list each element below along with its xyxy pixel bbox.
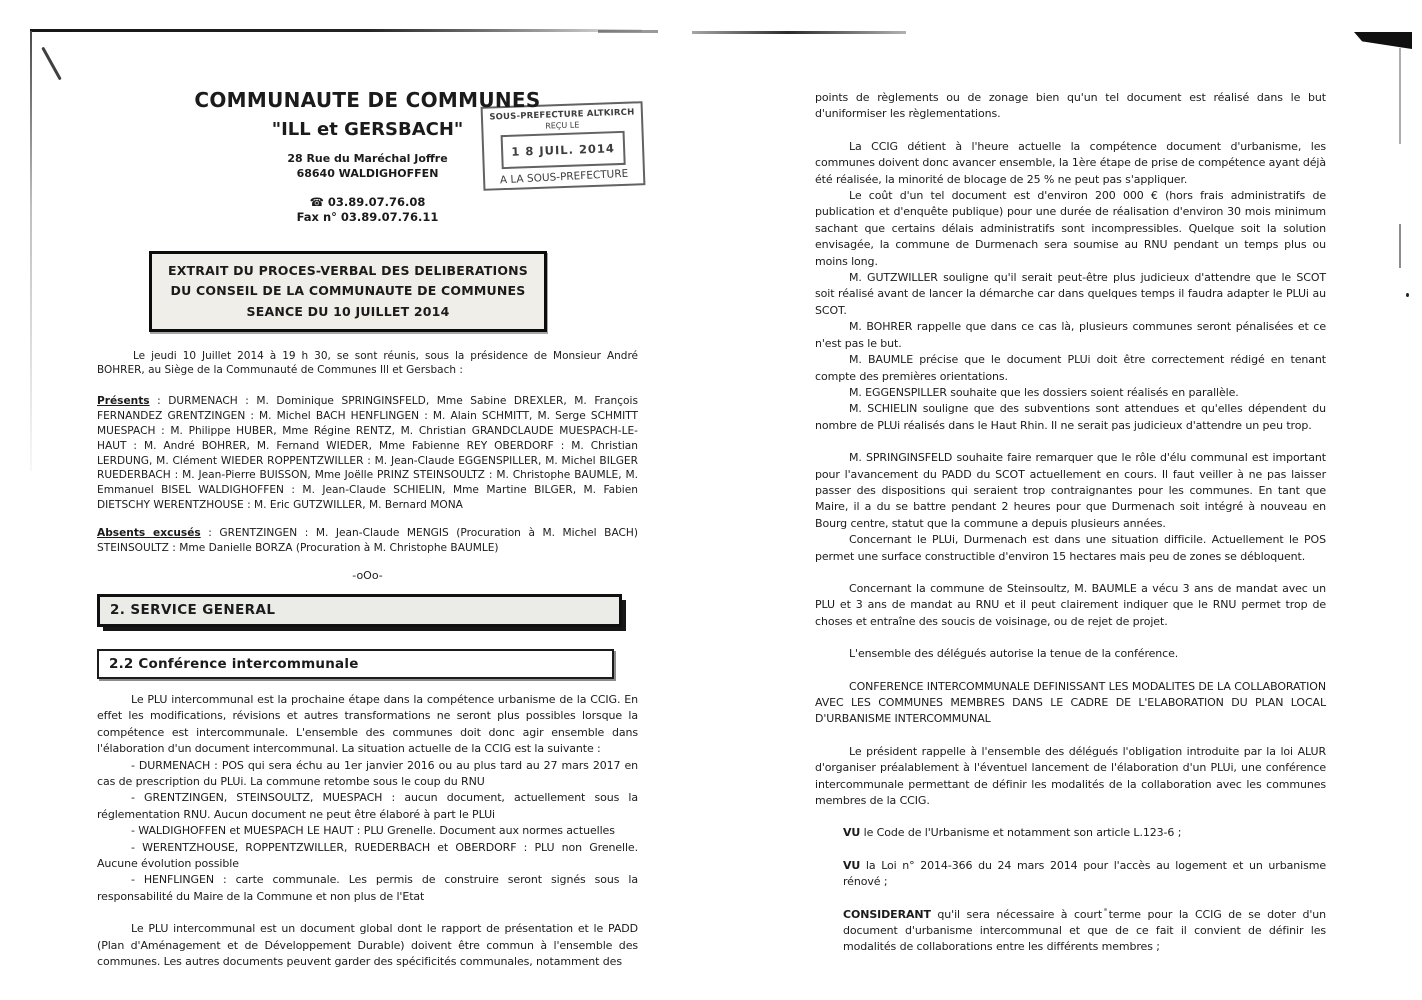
list-item: - GRENTZINGEN, STEINSOULTZ, MUESPACH : aucun document, actuellement sous la réglementation RNU. Aucun document ne peut être élaboré à part le PLUi [97, 791, 638, 821]
stamp-footer: A LA SOUS-PREFECTURE [499, 167, 629, 187]
pen-mark [41, 47, 62, 81]
paragraph: M. BAUMLE précise que le document PLUi doit être correctement rédigé en tenant compte des premières orientations. [815, 353, 1326, 383]
list-item: - WERENTZHOUSE, ROPPENTZWILLER, RUEDERBACH et OBERDORF : PLU non Grenelle. Aucune évolution possible [97, 840, 638, 871]
document-title-box [149, 251, 547, 332]
absentees-text: : GRENTZINGEN : M. Jean-Claude MENGIS (Procuration à M. Michel BACH) STEINSOULTZ : Mme Danielle BORZA (Procuration à M. Christophe BAUMLE) [97, 527, 639, 555]
paragraph: Le coût d'un tel document est d'environ 200 000 € (hors frais administratifs de publication et d'enquête publique) pour une durée de réalisation d'environ 30 mois minimum sachant que certains délais administratifs sont incompressibles. Quelque soit la solution envisagée, la commune de Durmenach sera soumise au RNU pendant un temps plus ou moins long. [815, 189, 1326, 268]
vu-label: VU [843, 858, 861, 872]
paragraph: L'ensemble des délégués autorise la tenue de la conférence. [849, 647, 1179, 661]
vu-text: le Code de l'Urbanisme et notamment son article L.123-6 ; [860, 826, 1182, 840]
title-line: DU CONSEIL DE LA COMMUNAUTE DE COMMUNES [170, 283, 526, 299]
attendees-label: Présents [97, 394, 150, 407]
paragraph: Concernant le PLUi, Durmenach est dans une situation difficile. Actuellement le POS permet une surface constructible d'environ 15 hectares mais peu de zones se débloquent. [815, 533, 1326, 563]
subsection-header: 2.2 Conférence intercommunale [97, 649, 614, 679]
considerant-clause [843, 907, 1326, 956]
phone-icon: ☎ [309, 195, 324, 209]
paragraph: Le PLU intercommunal est un document global dont le rapport de présentation et le PADD (Plan d'Aménagement et de Développement Durable) doivent être commun à l'ensemble des communes. Les autres documents peuvent garder des spécificités communales, notamment des [97, 922, 638, 969]
vu-clause [843, 858, 1326, 891]
organization-subname: "ILL et GERSBACH" [271, 119, 464, 140]
absentees-paragraph [97, 526, 638, 556]
attendees-text: : DURMENACH : M. Dominique SPRINGINSFELD, Mme Sabine DREXLER, M. François FERNANDEZ GRENTZINGEN : M. Michel BACH HENFLINGEN : M. Alain SCHMITT, M. Serge SCHMITT MUESPACH : M. Philippe HUBER, Mme Régine RENTZ, M. Christian GRANDCLAUDE MUESPACH-LE-HAUT : M. André BOHRER, M. Fernand WIEDER, Mme Fabienne REY OBERDORF : M. Christian LERDUNG, M. Clément WIEDER ROPPENTZWILLER : M. Jean-Claude EGGENSPILLER, M. Michel BILGER RUEDERBACH : M. Jean-Pierre BUISSON, Mme Joëlle PRINZ STEINSOULTZ : M. Christophe BAUMLE, M. Emmanuel BISEL WALDIGHOFFEN : M. Jean-Claude SCHIELIN, Mme Martine BILGER, M. Fabien DIETSCHY WERENTZHOUSE : M. Eric GUTZWILLER, M. Bernard MONA [97, 394, 638, 512]
section-header: 2. SERVICE GENERAL [97, 594, 622, 627]
scan-speck [1406, 293, 1409, 297]
paragraph: La CCIG détient à l'heure actuelle la compétence document d'urbanisme, les communes doivent donc avancer ensemble, la 1ère étape de prise de compétence ayant déjà été réalisée, la minorité de blocage de 25 % ne peut pas s'appliquer. [815, 139, 1326, 186]
stamp-date: 1 8 JUIL. 2014 [511, 141, 616, 159]
right-page [815, 90, 1326, 956]
title-line: EXTRAIT DU PROCES-VERBAL DES DELIBERATIONS [167, 263, 529, 278]
scan-edge-line [1399, 48, 1401, 144]
paragraph: M. SCHIELIN souligne que des subventions sont attendues et qu'elles dépendent du nombre de PLUi réalisés dans le Haut Rhin. Il ne serait pas judicieux d'attendre un peu trop. [815, 402, 1326, 432]
attendees-paragraph [97, 394, 638, 513]
scan-edge-line [692, 31, 906, 34]
fax-number: Fax n° 03.89.07.76.11 [296, 210, 439, 224]
address-line: 28 Rue du Maréchal Joffre [287, 152, 448, 165]
list-item: - WALDIGHOFFEN et MUESPACH LE HAUT : PLU Grenelle. Document aux normes actuelles [131, 824, 615, 838]
list-item: - HENFLINGEN : carte communale. Les permis de construire seront signés sous la responsabilité du Maire de la Commune et non plus de l'Etat [97, 873, 638, 903]
vu-clause [843, 825, 1326, 841]
paragraph: Le président rappelle à l'ensemble des délégués l'obligation introduite par la loi ALUR d'organiser préalablement à l'éventuel lancement de l'élaboration d'un PLUi, une conférence intercommunale permettant de définir les modalités de la collaboration avec les communes membres de la CCIG. [815, 744, 1326, 808]
vu-label: VU [843, 826, 861, 840]
paragraph: M. GUTZWILLER souligne qu'il serait peut-être plus judicieux d'attendre que le SCOT soit réalisé avant de lancer la démarche car dans quelques temps il faudra adapter le PLUi au SCOT. [815, 271, 1326, 317]
separator: -oOo- [352, 569, 383, 582]
paragraph: Le PLU intercommunal est la prochaine étape dans la compétence urbanisme de la CCIG. En effet les modifications, révisions et autres transformations ne seront plus possibles lorsque la compétence est intercommunale. L'ensemble des communes doit donc agir ensemble dans l'élaboration d'un document intercommunal. La situation actuelle de la CCIG est la suivante : [97, 693, 638, 756]
paragraph: M. SPRINGINSFELD souhaite faire remarquer que le rôle d'élu communal est important pour l'avancement du PADD du SCOT actuellement en cours. Il faut veiller à ne pas laisser passer des dispositions qui seraient trop contraignantes pour les communes. En tant que Maire, il a du se battre pendant 2 heures pour que Durmenach soit intégré à nouveau en Bourg centre, statut que la commune a depuis plusieurs années. [815, 451, 1326, 530]
stamp-received-label: REÇU LE [545, 120, 580, 131]
paragraph: M. BOHRER rappelle que dans ce cas là, plusieurs communes seront pénalisées et ce n'est pas le but. [815, 320, 1326, 350]
stamp-office: SOUS-PREFECTURE ALTKIRCH [489, 107, 635, 123]
scan-corner-mark [1354, 32, 1412, 49]
scan-edge-line [1399, 224, 1401, 268]
considerant-text: qu'il sera nécessaire à court terme pour la CCIG de se doter d'un document d'urbanisme intercommunal et que de ce fait il convient de définir les modalités de collaborations entre les différents membres ; [843, 907, 1326, 954]
letterhead [97, 88, 638, 225]
vu-text: la Loi n° 2014-366 du 24 mars 2014 pour l'accès au logement et un urbanisme rénové ; [843, 858, 1326, 889]
phone-line [97, 195, 638, 210]
title-line: SEANCE DU 10 JUILLET 2014 [246, 303, 450, 319]
resolution-title-paragraph: CONFERENCE INTERCOMMUNALE DEFINISSANT LES MODALITES DE LA COLLABORATION AVEC LES COMMUNES MEMBRES DANS LE CADRE DE L'ELABORATION DU PLAN LOCAL D'URBANISME INTERCOMMUNAL [815, 679, 1326, 726]
considerant-label: CONSIDERANT [843, 907, 931, 921]
list-item: - DURMENACH : POS qui sera échu au 1er janvier 2016 ou au plus tard au 27 mars 2017 en cas de prescription du PLUi. La commune retombe sous le coup du RNU [97, 758, 638, 789]
left-page [97, 0, 638, 971]
paragraph: M. EGGENSPILLER souhaite que les dossiers soient réalisés en parallèle. [849, 385, 1239, 399]
absentees-label: Absents excusés [97, 527, 201, 540]
paragraph: Concernant la commune de Steinsoultz, M. BAUMLE a vécu 3 ans de mandat avec un PLU et 3 ans de mandat au RNU et il peut clairement indiquer que le RNU permet trop de choses et entraîne des soucis de voisinage, ou de rejet de projet. [815, 581, 1326, 628]
session-intro-paragraph: Le jeudi 10 Juillet 2014 à 19 h 30, se sont réunis, sous la présidence de Monsieur André BOHRER, au Siège de la Communauté de Communes Ill et Gersbach : [97, 349, 638, 377]
address-line: 68640 WALDIGHOFFEN [296, 167, 439, 180]
paragraph: points de règlements ou de zonage bien qu'un tel document est réalisé dans le but d'uniformiser les règlementations. [815, 91, 1326, 121]
organization-name: COMMUNAUTE DE COMMUNES [194, 88, 541, 112]
phone-number: 03.89.07.76.08 [327, 195, 426, 209]
scan-edge-line [30, 31, 32, 471]
